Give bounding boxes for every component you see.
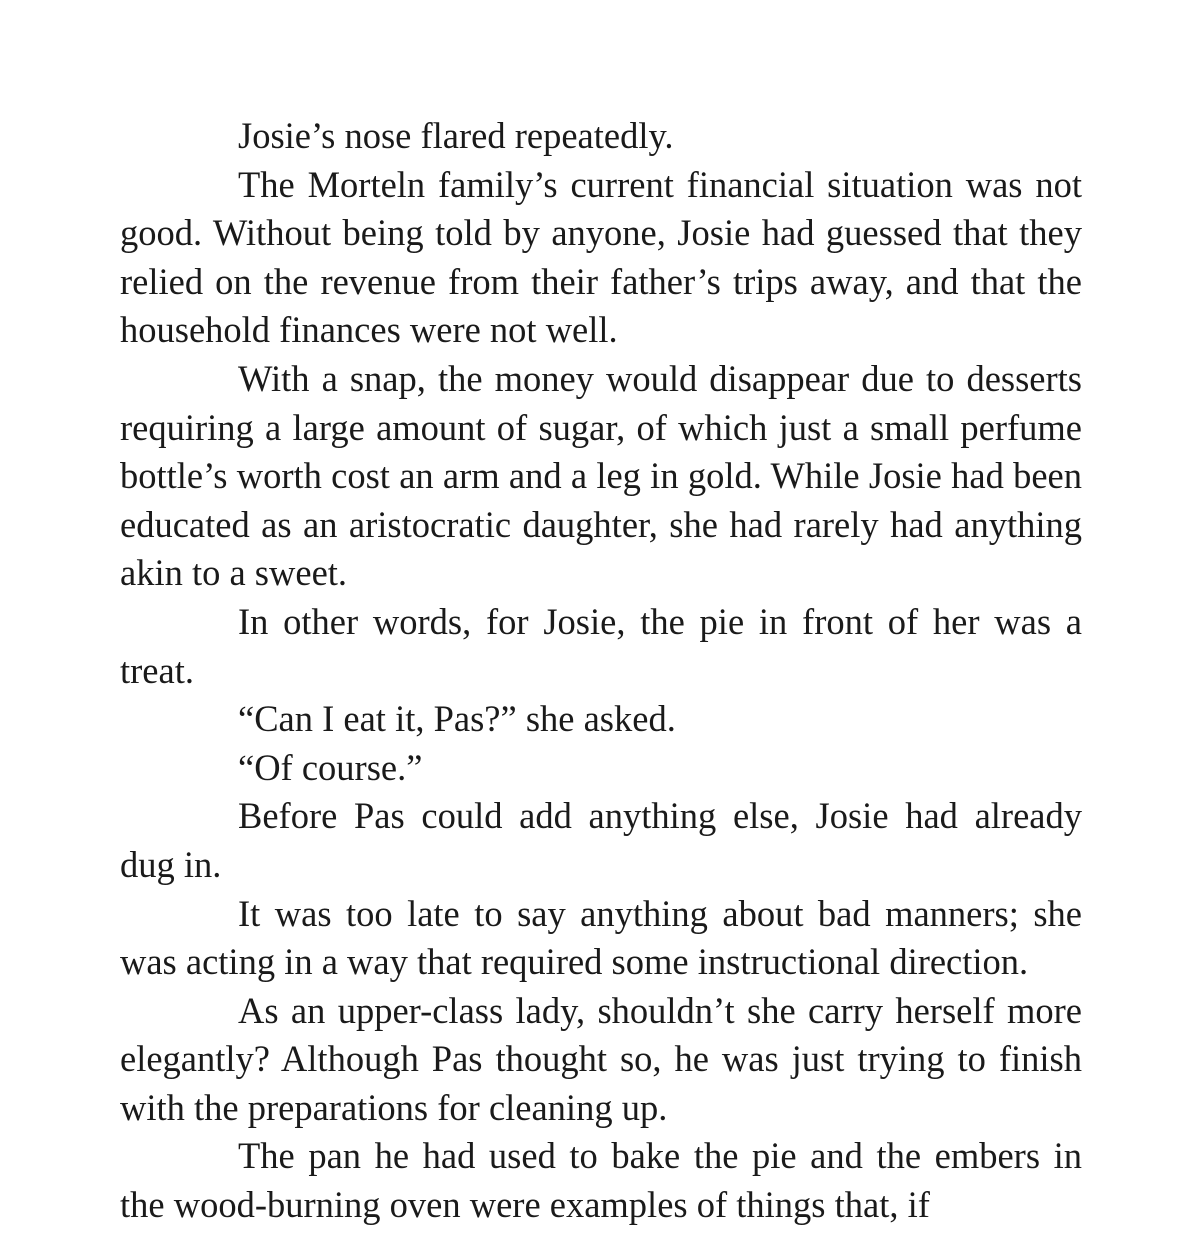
paragraph: It was too late to say anything about bad manners; she was acting in a way that required some instructional direction. bbox=[120, 892, 1082, 983]
paragraph: In other words, for Josie, the pie in front of her was a treat. bbox=[120, 600, 1082, 691]
book-page-body bbox=[120, 112, 1082, 1230]
paragraph: With a snap, the money would disappear due to desserts requiring a large amount of sugar, of which just a small perfume bottle’s worth cost an arm and a leg in gold. While Josie had been educated as an aristocratic daughter, she had rarely had anything akin to a sweet. bbox=[120, 357, 1082, 594]
paragraph: “Of course.” bbox=[238, 746, 423, 788]
paragraph: “Can I eat it, Pas?” she asked. bbox=[238, 698, 676, 740]
paragraph: Before Pas could add anything else, Josie had already dug in. bbox=[120, 795, 1082, 885]
paragraph: Josie’s nose flared repeatedly. bbox=[238, 115, 674, 156]
paragraph: The Morteln family’s current financial situation was not good. Without being told by anyone, Josie had guessed that they relied on the revenue from their father’s trips away, and that the household finances were not well. bbox=[120, 163, 1082, 351]
paragraph: As an upper-class lady, shouldn’t she carry herself more elegantly? Although Pas thought so, he was just trying to finish with the preparations for cleaning up. bbox=[120, 989, 1082, 1128]
paragraph: The pan he had used to bake the pie and the embers in the wood-burning oven were examples of things that, if bbox=[120, 1135, 1082, 1226]
